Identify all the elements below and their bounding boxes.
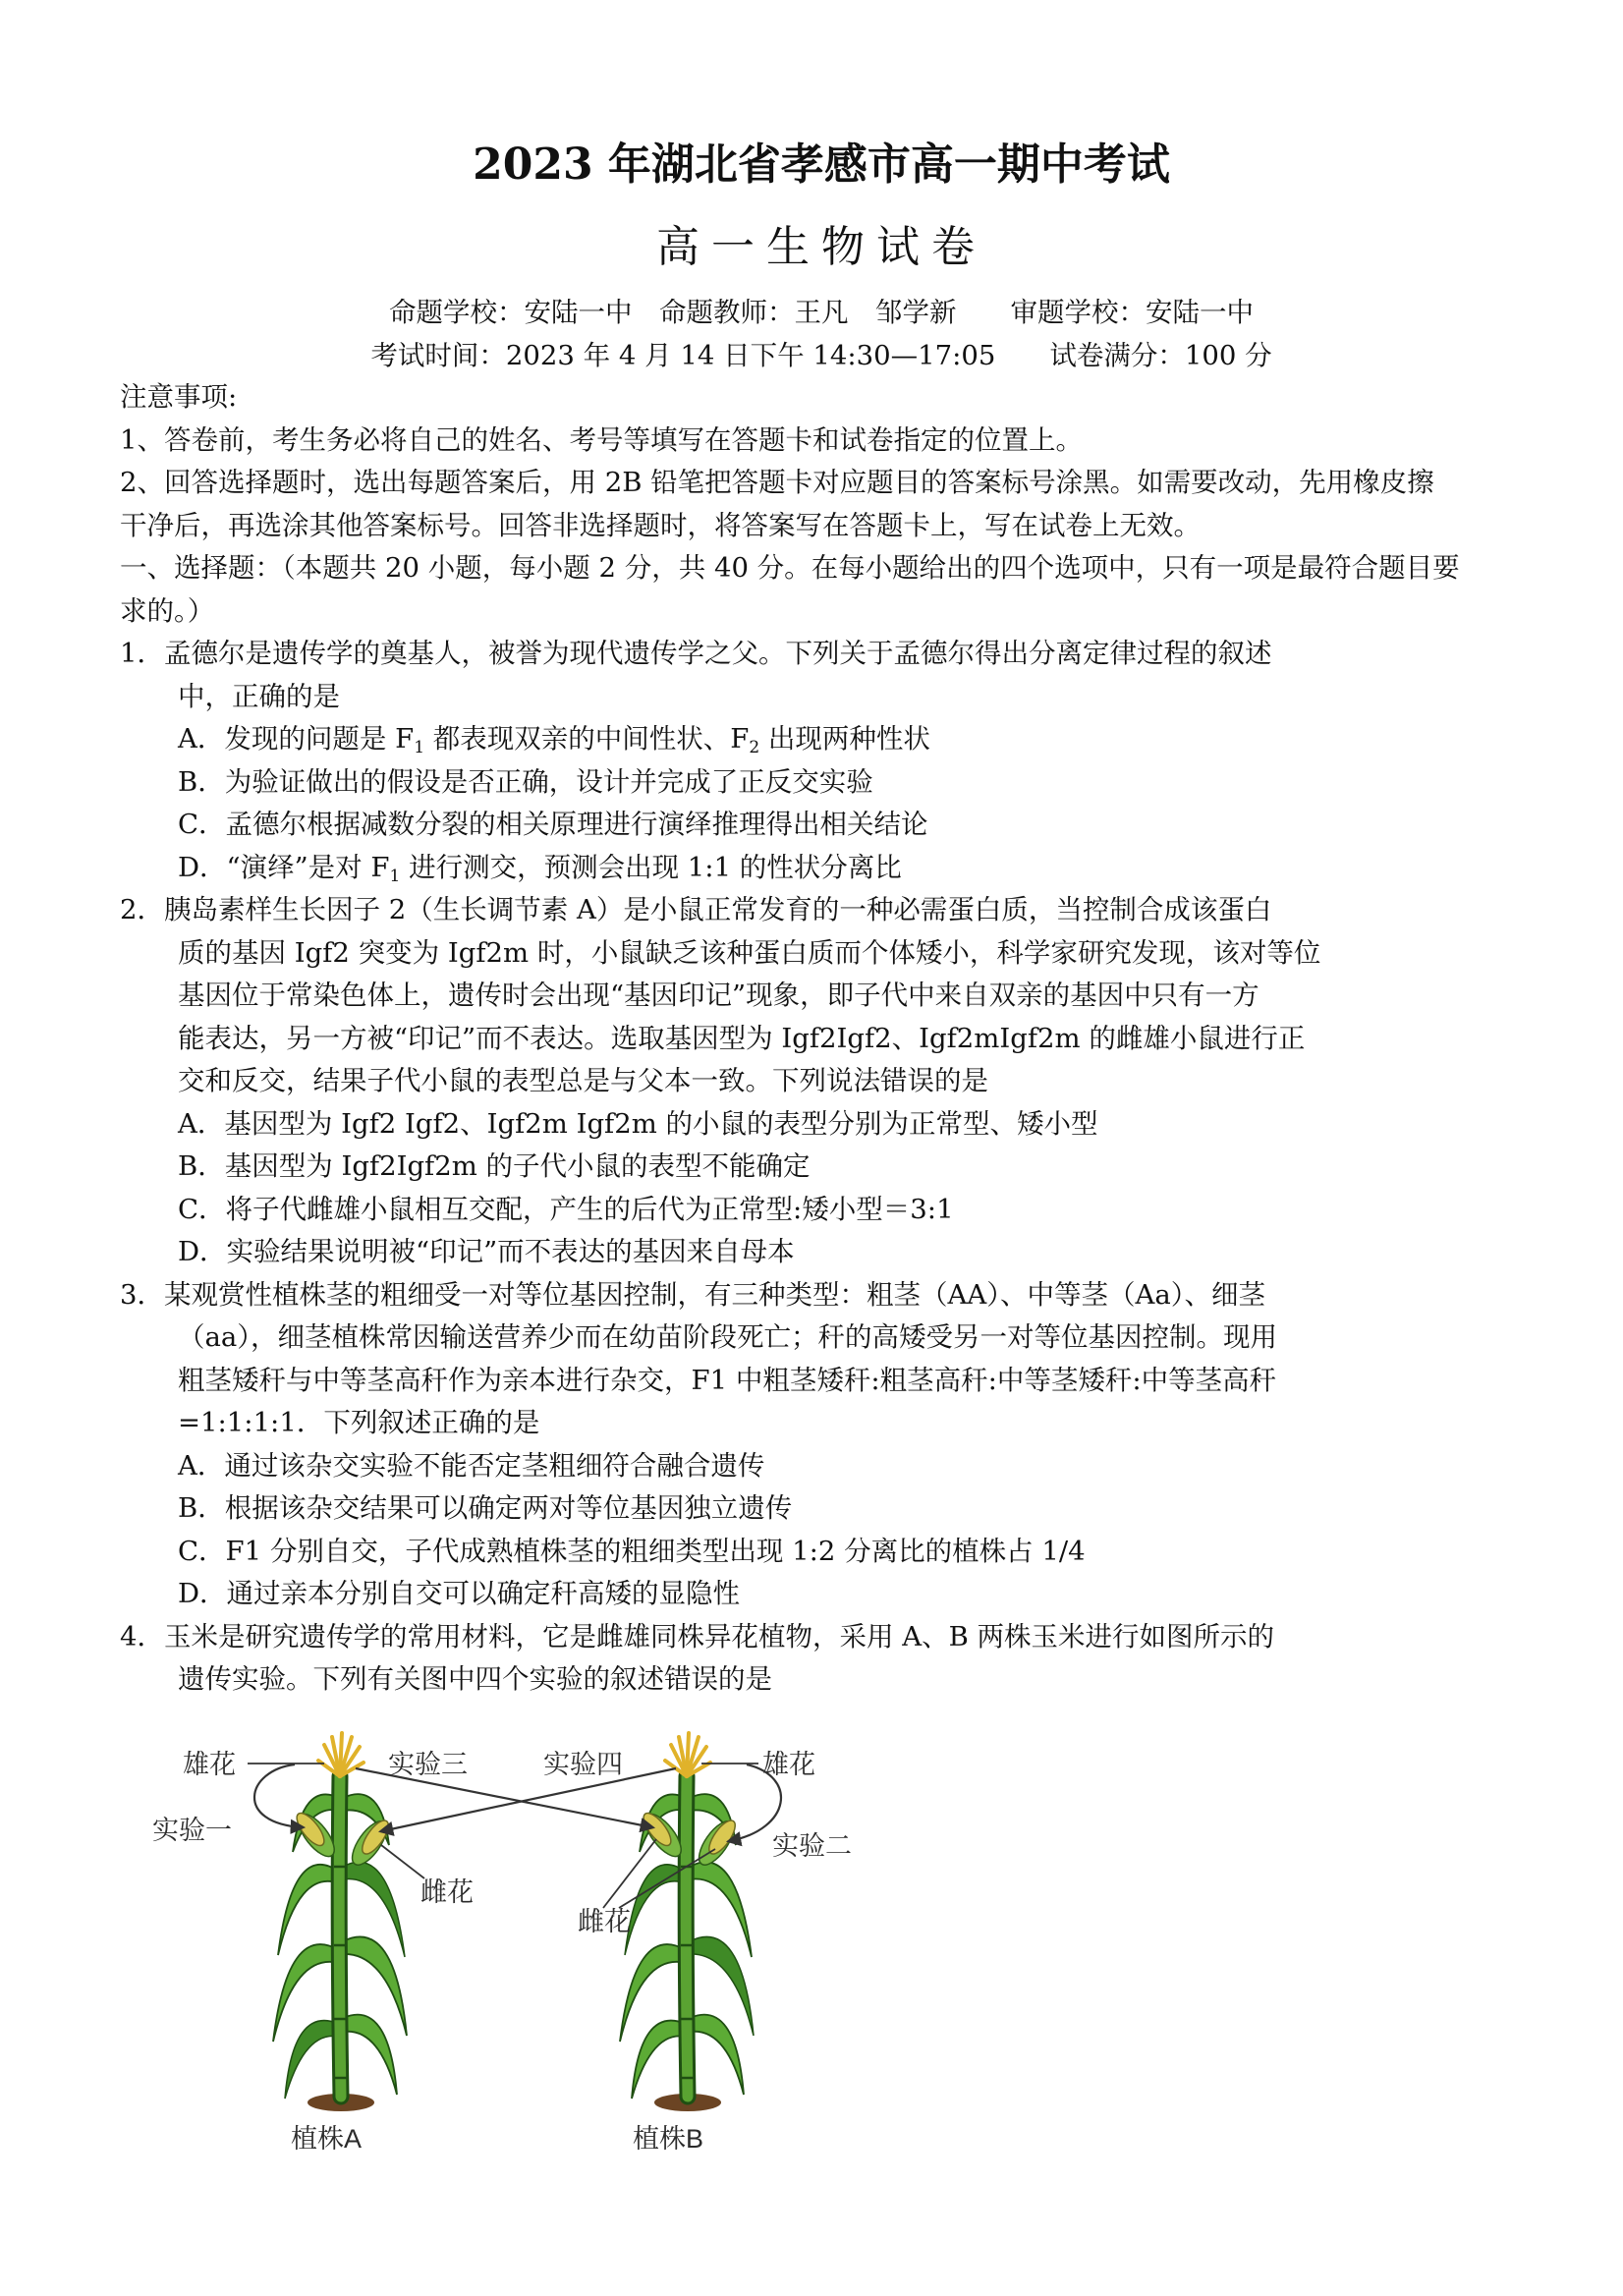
subscript: 2 <box>749 738 760 757</box>
female-flower-a-pointer <box>381 1845 424 1878</box>
experiment-1-arrow <box>254 1764 303 1827</box>
q1-stem-line: 中，正确的是 <box>178 680 340 712</box>
section-one-heading: 求的。） <box>120 594 215 627</box>
option-text: 都表现双亲的中间性状、F <box>424 723 750 755</box>
notice-line: 2、回答选择题时，选出每题答案后，用 2B 铅笔把答题卡对应题目的答案标号涂黑。如需要改动，先用橡皮擦 <box>120 467 1434 498</box>
q3-option-a: A．通过该杂交实验不能否定茎粗细符合融合遗传 <box>178 1449 765 1482</box>
exam-title: 2023 年湖北省孝感市高一期中考试 <box>473 140 1170 190</box>
q2-stem-line: 基因位于常染色体上，遗传时会出现“基因印记”现象，即子代中来自双亲的基因中只有一方 <box>178 980 1259 1011</box>
q3-stem-line: 粗茎矮秆与中等茎高秆作为亲本进行杂交，F1 中粗茎矮秆:粗茎高秆:中等茎矮秆:中等茎高秆 <box>178 1364 1277 1396</box>
plant-a-tassel <box>318 1733 364 1776</box>
q2-stem-line: 能表达，另一方被“印记”而不表达。选取基因型为 Igf2Igf2、Igf2mIgf2m 的雌雄小鼠进行正 <box>178 1022 1306 1054</box>
option-text: D．“演绎”是对 F <box>178 851 390 883</box>
option-text: 出现两种性状 <box>759 723 930 755</box>
female-flower-a-label: 雌花 <box>420 1877 474 1907</box>
q2-stem-line: 质的基因 Igf2 突变为 Igf2m 时，小鼠缺乏该种蛋白质而个体矮小，科学家研究发现，该对等位 <box>178 936 1321 969</box>
notice-line: 干净后，再选涂其他答案标号。回答非选择题时，将答案写在答题卡上，写在试卷上无效。 <box>120 509 1201 541</box>
q2-stem-line: 交和反交，结果子代小鼠的表型总是与父本一致。下列说法错误的是 <box>178 1065 988 1096</box>
q3-stem-line: （aa），细茎植株常因输送营养少而在幼苗阶段死亡；秆的高矮受另一对等位基因控制。现用 <box>178 1321 1278 1353</box>
corn-experiment-figure <box>0 1709 982 2171</box>
female-flower-b-label: 雌花 <box>578 1907 631 1936</box>
q3-option-d: D．通过亲本分别自交可以确定秆高矮的显隐性 <box>178 1578 741 1609</box>
experiment-3-label: 实验三 <box>388 1750 468 1779</box>
q2-option-c: C．将子代雌雄小鼠相互交配，产生的后代为正常型:矮小型＝3:1 <box>178 1193 954 1225</box>
plant-a-label: 植株A <box>291 2124 363 2154</box>
male-flower-b-label: 雄花 <box>762 1750 815 1779</box>
credits-line: 命题学校：安陆一中 命题教师：王凡 邹学新 审题学校：安陆一中 <box>389 297 1254 328</box>
plant-b <box>620 1733 754 2111</box>
q3-option-b: B．根据该杂交结果可以确定两对等位基因独立遗传 <box>178 1492 793 1524</box>
q4-stem-line: 4．玉米是研究遗传学的常用材料，它是雌雄同株异花植物，采用 A、B 两株玉米进行如图所示的 <box>120 1620 1275 1652</box>
plant-b-label: 植株B <box>633 2124 704 2154</box>
section-one-heading: 一、选择题：（本题共 20 小题，每小题 2 分，共 40 分。在每小题给出的四个选项中，只有一项是最符合题目要 <box>120 552 1460 584</box>
notice-line: 1、答卷前，考生务必将自己的姓名、考号等填写在答题卡和试卷指定的位置上。 <box>120 423 1083 456</box>
option-text: A．发现的问题是 F <box>178 723 415 755</box>
q1-option-c: C．孟德尔根据减数分裂的相关原理进行演绎推理得出相关结论 <box>178 809 928 840</box>
q1-option-d <box>0 847 1572 890</box>
plant-a-stalk <box>339 1776 341 2097</box>
q2-option-d: D．实验结果说明被“印记”而不表达的基因来自母本 <box>178 1236 795 1267</box>
q3-stem-line: 3．某观赏性植株茎的粗细受一对等位基因控制，有三种类型：粗茎（AA）、中等茎（Aa）、细茎 <box>120 1278 1265 1311</box>
subscript: 1 <box>389 866 401 886</box>
q3-option-c: C．F1 分别自交，子代成熟植株茎的粗细类型出现 1:2 分离比的植株占 1/4 <box>178 1535 1086 1567</box>
notice-heading: 注意事项: <box>120 381 238 413</box>
exam-info-line: 考试时间：2023 年 4 月 14 日下午 14:30—17:05 试卷满分：100 分 <box>370 340 1272 371</box>
q3-stem-line: =1:1:1:1．下列叙述正确的是 <box>178 1407 540 1438</box>
q2-option-a: A．基因型为 Igf2 Igf2、Igf2m Igf2m 的小鼠的表型分别为正常型、矮小型 <box>178 1107 1098 1140</box>
q1-stem-line: 1．孟德尔是遗传学的奠基人，被誉为现代遗传学之父。下列关于孟德尔得出分离定律过程的叙述 <box>120 638 1272 669</box>
male-flower-a-label: 雄花 <box>183 1750 236 1779</box>
subscript: 1 <box>414 738 425 757</box>
plant-a <box>273 1733 407 2111</box>
q2-stem-line: 2．胰岛素样生长因子 2（生长调节素 A）是小鼠正常发育的一种必需蛋白质，当控制合成该蛋白 <box>120 894 1272 925</box>
experiment-2-label: 实验二 <box>772 1831 852 1861</box>
q4-stem-line: 遗传实验。下列有关图中四个实验的叙述错误的是 <box>178 1663 772 1695</box>
experiment-4-label: 实验四 <box>543 1750 623 1779</box>
paper-body <box>0 376 1623 1702</box>
option-text: 进行测交，预测会出现 1:1 的性状分离比 <box>400 851 902 883</box>
q1-option-b: B．为验证做出的假设是否正确，设计并完成了正反交实验 <box>178 765 873 798</box>
experiment-1-label: 实验一 <box>152 1816 232 1845</box>
q2-option-b: B．基因型为 Igf2Igf2m 的子代小鼠的表型不能确定 <box>178 1150 811 1182</box>
paper-subtitle: 高一生物试卷 <box>656 222 986 272</box>
q1-option-a <box>0 718 1572 761</box>
plant-b-stalk <box>686 1776 688 2097</box>
